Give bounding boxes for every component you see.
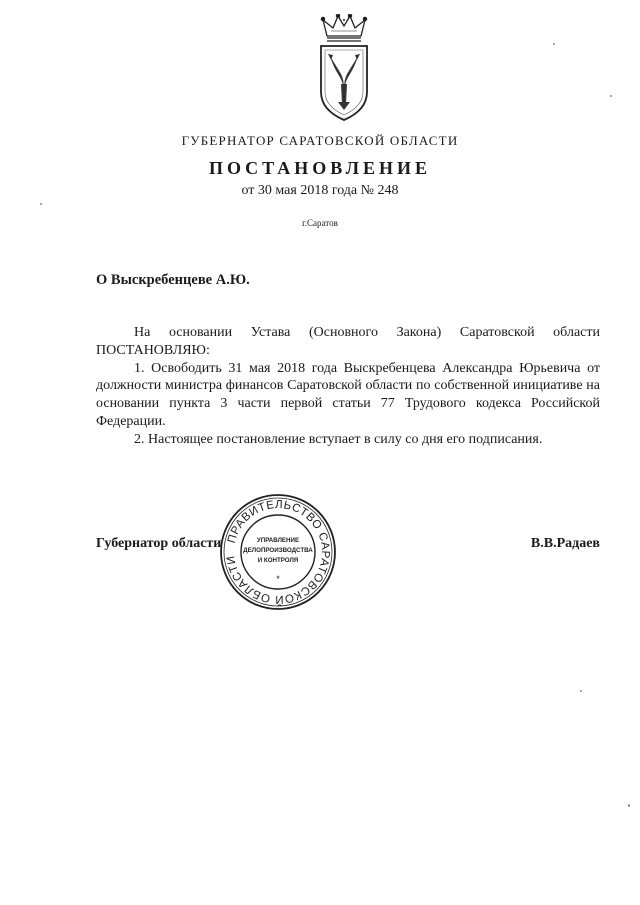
- body-intro: На основании Устава (Основного Закона) Саратовской области ПОСТАНОВЛЯЮ:: [96, 325, 600, 358]
- stamp-center-line-3: И КОНТРОЛЯ: [257, 557, 299, 564]
- issuing-authority: ГУБЕРНАТОР САРАТОВСКОЙ ОБЛАСТИ: [181, 133, 459, 148]
- scan-speck: [580, 690, 582, 692]
- signer-name: В.В.Радаев: [530, 536, 600, 551]
- scan-speck: [610, 95, 612, 97]
- stamp-center-line-1: УПРАВЛЕНИЕ: [256, 537, 300, 544]
- coat-of-arms-icon: [313, 14, 375, 122]
- stamp-ring-text: ПРАВИТЕЛЬСТВО САРАТОВСКОЙ ОБЛАСТИ: [225, 498, 332, 606]
- scan-speck: [553, 43, 555, 45]
- document-body: [96, 324, 600, 449]
- signer-title: Губернатор области: [96, 536, 222, 551]
- scan-speck: [40, 203, 42, 205]
- body-item-1: 1. Освободить 31 мая 2018 года Выскребенцева Александра Юрьевича от должности министра финансов Саратовской области по собственной инициативе на основании пункта 3 части первой статьи 77 Трудового кодекса Российской Федерации.: [96, 360, 600, 429]
- scan-speck: [628, 804, 630, 807]
- official-stamp: [218, 492, 338, 612]
- body-item-2: 2. Настоящее постановление вступает в силу со дня его подписания.: [134, 431, 543, 447]
- document-date-number: от 30 мая 2018 года № 248: [241, 183, 399, 198]
- document-type: ПОСТАНОВЛЕНИЕ: [208, 158, 432, 178]
- stamp-center-line-2: ДЕЛОПРОИЗВОДСТВА: [243, 547, 313, 554]
- stamp-star: *: [276, 574, 280, 584]
- document-subject: О Выскребенцеве А.Ю.: [96, 272, 250, 288]
- document-city: г.Саратов: [302, 218, 338, 228]
